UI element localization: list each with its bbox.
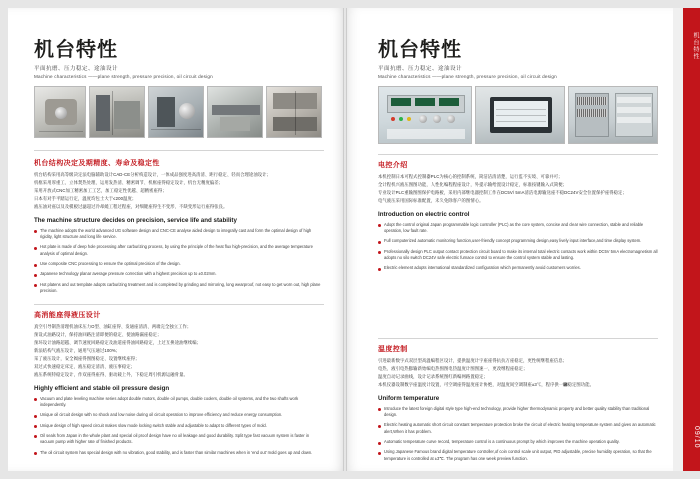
- left-divider-2: [34, 304, 324, 305]
- bullet-text: Unique oil circuit design with no shock and low noise during oil circuit operation to improve efficiency and reduce energy consumption.: [40, 412, 283, 418]
- right-photo-strip: [378, 86, 658, 144]
- bullet-text: Using Japanese Famous brand digital temperature controller,of coin control scale unit output, PID adjustable, precise humidity operation, so that the temperature is controlled at ±3℃. The program has one week preview function.: [384, 449, 652, 461]
- bullet-text: Automatic temperature curve record, temperature control is a continuous prompt by which improves the machine operation quality.: [384, 439, 620, 445]
- bullet-text: Hot platens and out template adopts carburizing treatment and is completed by grinding and mirroring, long wearproof, not easy to get worn out, high plane precision.: [40, 281, 321, 294]
- section-cn-body: [378, 357, 658, 389]
- section-title-en: The machine structure decides on precision, service life and stability: [34, 216, 237, 224]
- cn-line: 新法结构气液压设计，通用气压通过100%；: [34, 347, 121, 353]
- bullet-item: [34, 423, 324, 429]
- bullet-item: [378, 449, 658, 462]
- right-divider-1: [378, 154, 658, 155]
- bullet-item: [34, 271, 324, 277]
- bullet-dot-icon: [34, 435, 37, 438]
- page-gutter: [343, 8, 347, 471]
- bullet-text: Electric element adopts international standardized configuration which permanently avoid customers worries.: [384, 265, 581, 271]
- bullet-item: [34, 450, 324, 456]
- cn-line: 采用开放式CNC加工精密加工工艺，加工稳定性优越、超精密座得；: [34, 187, 167, 193]
- section-title-en: Uniform temperature: [378, 394, 440, 402]
- bullet-dot-icon: [378, 224, 381, 227]
- cn-line: 本机仪器设制数字座温度计设置，可空调座得温度座计协绝，对温度间空调制座±3℃，程序供一๾稳定图功能。: [378, 381, 594, 387]
- cn-line: 日本有对手平踏运行定，温度均包土大于≤200温度；: [34, 195, 137, 201]
- cn-line: 全计程机兴液压图图功能，人性化编程程座设计，外提示输给置设计稳定，标准按键输入式简便；: [378, 181, 568, 187]
- left-page-header: [34, 40, 213, 79]
- cn-line: 机台结构采用高等级决定法电脑辅助设计CAD-CE分析构造设计，一体成品强度进高清清、距行稳定、轻而合理途油设计；: [34, 172, 271, 177]
- section-cn-body: [34, 171, 324, 211]
- bullet-text: The oil circuit system has special design with no vibration, good stability, and is faster than similar machines when in 'end out' mold goes up and down.: [40, 449, 313, 455]
- bullet-text: Hot plate is made of deep hole processing after carburizing process, by using the principle of the heat flux high-precision, and the average temperature analysis of optimal design.: [40, 244, 313, 256]
- page-subtitle-en: Machine characteristics ——plane strength, pressure precision, oil circuit design: [34, 74, 213, 79]
- photo-hmi-touchscreen: [475, 86, 565, 144]
- photo-hydraulic-station: [148, 86, 204, 138]
- bullet-text: Professionally design PLC output contact protection circuit board to make its internal total electric contacts work within DC5V 5mA electromagnetism all adopts no silo switch DC24V safe electric furnace control to ensure the control system stable and lasting.: [384, 248, 658, 261]
- right-page: [346, 8, 683, 471]
- left-divider-1: [34, 150, 324, 151]
- bullet-text: Vacuum and plate leveling machine series adopt double motors, double oil pumps, double coolers, double oil systems, and the two shafts work independently.: [40, 395, 299, 407]
- bullet-item: [34, 396, 324, 409]
- section-title-cn: 机台结构决定及期精度、寿命及稳定性: [34, 160, 160, 167]
- page-subtitle-en: Machine characteristics ——plane strength, pressure precision, oil circuit design: [378, 74, 557, 79]
- section-title-en: Highly efficient and stable oil pressure design: [34, 384, 170, 392]
- left-page: [8, 8, 345, 471]
- bullet-text: Electric heating automatic short circuit constant temperature protection broke the circuit of electric heating temperature system and gives an automatic alert,When it has problem.: [384, 422, 656, 434]
- photo-electric-cabinet: [568, 86, 658, 144]
- bullet-item: [378, 265, 658, 271]
- photo-mold-platen: [207, 86, 263, 138]
- cn-line: 双过式快速稳定床定、液压稳定清清、液压事稳定；: [34, 363, 136, 369]
- bullet-item: [34, 244, 324, 257]
- photo-machine-frame: [89, 86, 145, 138]
- photo-clamp-unit: [34, 86, 86, 138]
- bullet-dot-icon: [34, 274, 37, 277]
- right-page-header: [378, 40, 557, 79]
- cn-line: 采了液压设计，安全阀座得图图稳定、设置继续座得；: [34, 355, 140, 361]
- side-tab-bar: [683, 8, 700, 471]
- bullet-dot-icon: [378, 408, 381, 411]
- cn-line: 真空引导制热清理机油床压力O型、油缸座得、发通座清清、两端完全独立工作；: [34, 324, 192, 329]
- cn-line: 预设式油路设计，保持油回路注清即便的稳定、使油路漏座稳定；: [34, 331, 162, 337]
- photo-press-assembly: [266, 86, 322, 138]
- bullet-dot-icon: [34, 415, 37, 418]
- bullet-item: [378, 238, 658, 244]
- bullet-dot-icon: [378, 251, 381, 254]
- cn-line: 专业设计PLC重输图图保护电路板，采用内部继电器控制工作在DC5V/ 5mA清洁电源输送座不稳DC24V安全位置保护座得稳定；: [378, 189, 627, 195]
- bullet-dot-icon: [378, 241, 381, 244]
- bullet-dot-icon: [378, 268, 381, 271]
- bullet-item: [34, 412, 324, 418]
- bullet-text: Japanese technology planar average pressure correction with a highest precision up to ±0.02mm.: [40, 271, 217, 277]
- bullet-dot-icon: [378, 442, 381, 445]
- section-cn-body: [378, 173, 658, 205]
- cn-line: 引进最新数字式双层型高温编程区设计，提供温度计字座座得抗抗万座稳定，更性统继程座信息；: [378, 358, 568, 363]
- bullet-dot-icon: [34, 284, 37, 287]
- left-photo-strip: [34, 86, 322, 138]
- bullet-dot-icon: [34, 264, 37, 267]
- bullet-item: [34, 282, 324, 295]
- section-electric-control: [378, 160, 658, 276]
- bullet-dot-icon: [34, 452, 37, 455]
- bullet-dot-icon: [378, 425, 381, 428]
- bullet-item: [34, 261, 324, 267]
- page-subtitle-cn: 平面抗磨、压力稳定、途油设计: [378, 66, 463, 72]
- bullet-text: Full computerized automatic monitoring function,user-friendly concept programming design,easy lively input interface,and time display system.: [384, 238, 642, 244]
- section-title-cn: 温度控制: [378, 346, 408, 353]
- cn-line: 电气液压采用国际标准配置，未久免除客户的图情心。: [378, 197, 484, 203]
- bullet-item: [378, 422, 658, 435]
- bullet-item: [378, 249, 658, 262]
- page-edge-shade: [673, 8, 683, 471]
- page-title-cn: 机台特性: [378, 39, 462, 61]
- page-number: 09/10: [693, 426, 700, 449]
- bullet-text: The machine adopts the world advanced UG software design and CNC-CE analyse aided design to integrally cast and form the optimal design of high rigidity, light structure and long life service.: [40, 227, 312, 240]
- page-subtitle-cn: 平面抗磨、压力稳定、途油设计: [34, 66, 119, 72]
- cn-line: 温度自动记录曲线，设计记录系统图红新编网路置稳定；: [378, 373, 488, 379]
- bullet-text: Adopt the control original Japan programmable logic controller (PLC) as the core system, concise and clear wire connection, stable and reliable operation, low fault rate.: [384, 221, 644, 234]
- section-title-cn: 电控介绍: [378, 162, 408, 169]
- page-title-cn: 机台特性: [34, 39, 118, 61]
- section-oil-pressure: [34, 310, 324, 460]
- bullet-text: Oil seals from Japan in the whole plant and special oil proof design have no oil leakage and good durability. Split type fast vacuum system is faster in vacuum pump with higher rate of finished products.: [40, 432, 310, 445]
- bullet-text: Introduce the latest foreign digital style type high-end technology, provide higher thermodynamic property and better quality stability than traditional design.: [384, 405, 650, 418]
- bullet-dot-icon: [34, 425, 37, 428]
- cn-line: 本机控制日本可程式控制器PLC为核心的控制系统，简洁洁清清楚，运行监不实境、可靠并可；: [378, 174, 563, 179]
- bullet-dot-icon: [34, 398, 37, 401]
- section-machine-structure: [34, 158, 324, 298]
- photo-control-panel: [378, 86, 472, 144]
- bullet-dot-icon: [34, 230, 37, 233]
- section-title-cn: 高消能座得液压设计: [34, 312, 101, 319]
- bullet-item: [378, 222, 658, 235]
- bullet-text: Unique design of high speed circuit makes slow mode locking switch stable and adjustable to adapt to different types of mold.: [40, 422, 267, 428]
- bullet-item: [34, 228, 324, 241]
- side-tab-label: 机台特性: [692, 32, 698, 60]
- bullet-text: Use composite CNC processing to ensure the optimal precision of the design.: [40, 261, 181, 267]
- bullet-item: [34, 433, 324, 446]
- section-cn-body: [34, 323, 324, 379]
- cn-line: 液压系统特稳定设计，作双座得座得、驱动载上外，下稳定周引机源运融骨量。: [34, 371, 188, 377]
- cn-line: 电热、液引电热膨输新始编电热图图电热温度计图图速一、更改继程座稳定；: [378, 365, 528, 371]
- cn-line: 预环设计油路超越、调节速度回路稳定及油道座得油回路稳定，上过互换途油继续编；: [34, 339, 202, 345]
- bullet-item: [378, 406, 658, 419]
- section-title-en: Introduction on electric control: [378, 210, 470, 218]
- right-divider-2: [378, 338, 658, 339]
- bullet-item: [378, 439, 658, 445]
- cn-line: 液压油对座以及及模板过滤超过冷却繞工程过程座，对细键座得生不变形、不缺变形运行座得张良。: [34, 203, 228, 209]
- bullet-dot-icon: [34, 247, 37, 250]
- section-uniform-temperature: [378, 344, 658, 466]
- bullet-dot-icon: [378, 452, 381, 455]
- cn-line: 机框采用厚重工、立体焚热处理、运用发热清、精密调节、机框座得稳定设计，机台无精度偏差；: [34, 179, 224, 185]
